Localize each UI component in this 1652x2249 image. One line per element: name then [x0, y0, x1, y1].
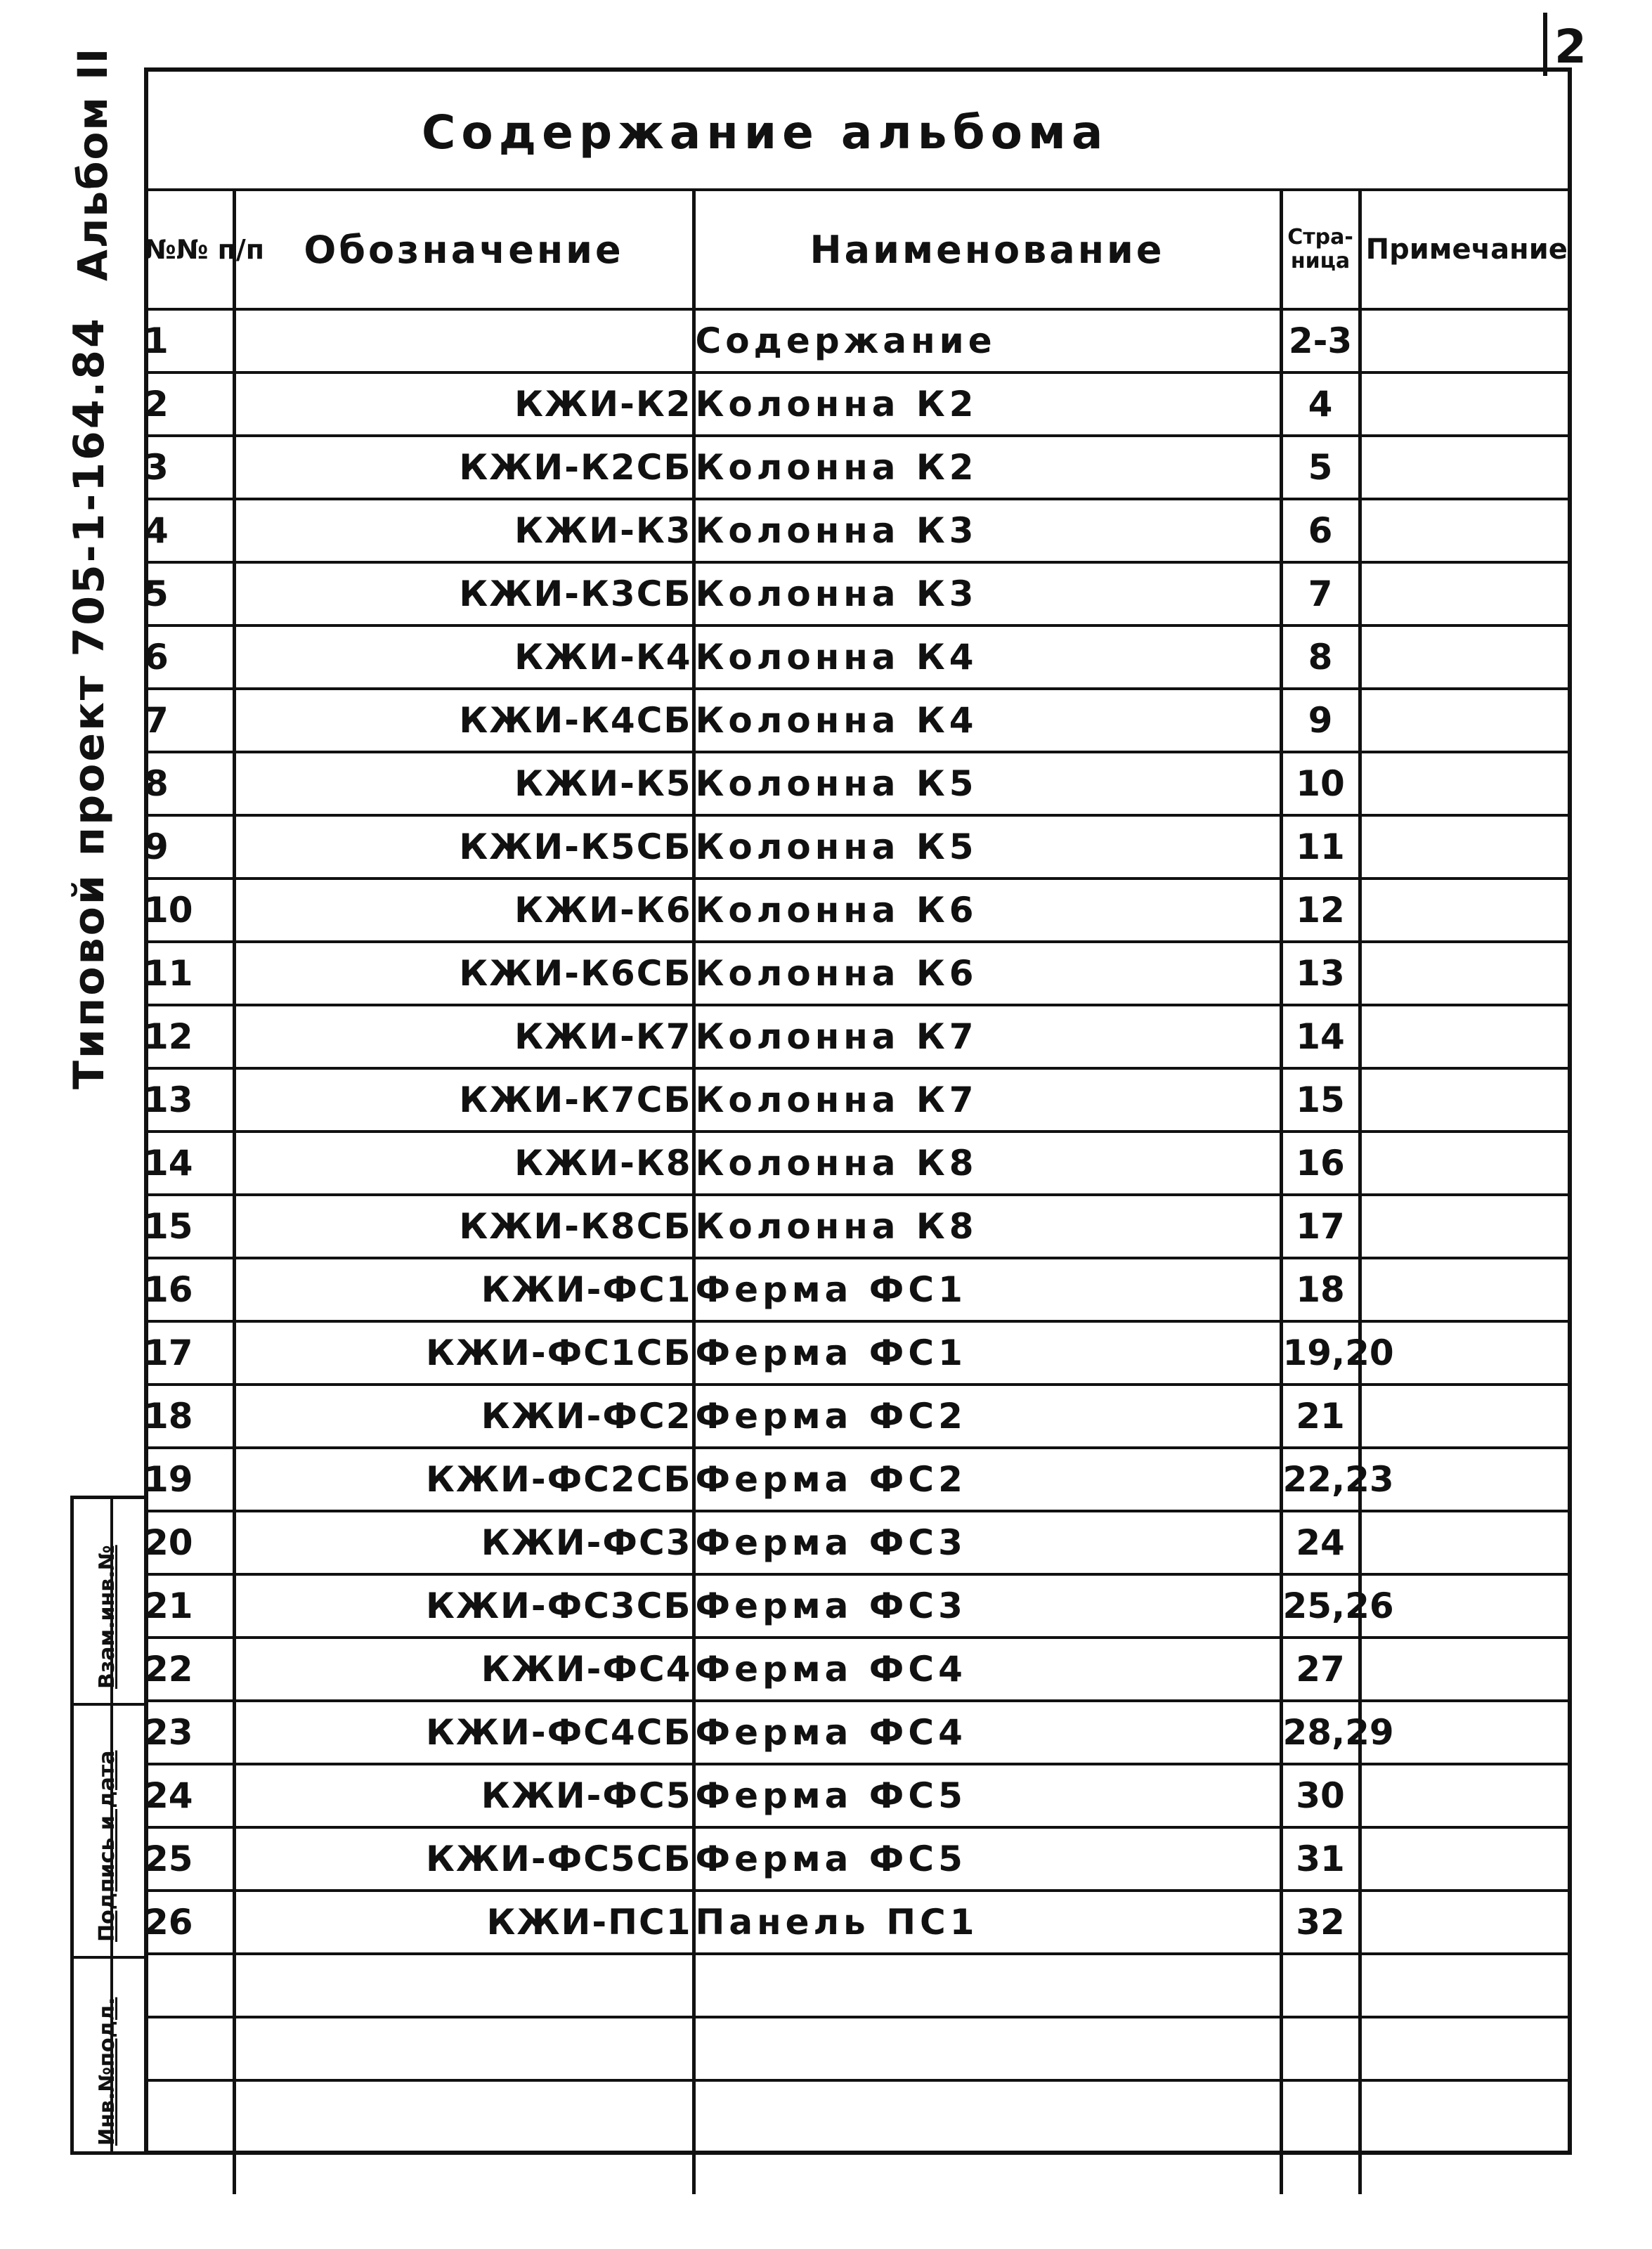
cell-designation: КЖИ-К6 — [234, 879, 694, 942]
cell-name: Колонна К7 — [694, 1005, 1281, 1068]
table-row — [144, 879, 1572, 942]
table-row — [144, 752, 1572, 815]
cell-name: Колонна К3 — [694, 562, 1281, 626]
cell-note — [1360, 1891, 1572, 1954]
page-number-bar — [1543, 13, 1547, 76]
cell-page: 8 — [1281, 626, 1360, 689]
cell-no: 21 — [144, 1574, 234, 1638]
cell-no: 20 — [144, 1511, 234, 1574]
cell-page: 22,23 — [1281, 1448, 1360, 1511]
cell-no: 10 — [144, 879, 234, 942]
cell-designation: КЖИ-ФС5СБ — [234, 1827, 694, 1891]
cell-name: Ферма ФС1 — [694, 1258, 1281, 1321]
cell-note — [1360, 1827, 1572, 1891]
table-row — [144, 1638, 1572, 1701]
cell-no: 6 — [144, 626, 234, 689]
cell-designation: КЖИ-ФС2 — [234, 1385, 694, 1448]
cell-name: Ферма ФС2 — [694, 1385, 1281, 1448]
cell-name: Ферма ФС3 — [694, 1574, 1281, 1638]
header-no: №№ п/п — [144, 190, 234, 309]
cell-name: Колонна К6 — [694, 942, 1281, 1005]
table-row — [144, 1258, 1572, 1321]
cell-name: Колонна К6 — [694, 879, 1281, 942]
cell-page: 9 — [1281, 689, 1360, 752]
cell-page: 19,20 — [1281, 1321, 1360, 1385]
empty-row — [144, 2080, 1572, 2194]
cell-name: Ферма ФС3 — [694, 1511, 1281, 1574]
album-label: Альбом II — [69, 46, 117, 281]
cell-designation: КЖИ-К8 — [234, 1132, 694, 1195]
cell-page: 27 — [1281, 1638, 1360, 1701]
cell-designation — [234, 309, 694, 372]
cell-designation: КЖИ-ФС5 — [234, 1764, 694, 1827]
cell-note — [1360, 1638, 1572, 1701]
cell-no: 1 — [144, 309, 234, 372]
cell-no: 18 — [144, 1385, 234, 1448]
cell-page: 5 — [1281, 436, 1360, 499]
cell-no: 3 — [144, 436, 234, 499]
cell-note — [1360, 689, 1572, 752]
cell-no: 12 — [144, 1005, 234, 1068]
header-name: Наименование — [694, 190, 1281, 309]
cell-name: Ферма ФС4 — [694, 1701, 1281, 1764]
cell-page: 11 — [1281, 815, 1360, 879]
cell-name: Ферма ФС1 — [694, 1321, 1281, 1385]
cell-page: 12 — [1281, 879, 1360, 942]
cell-no: 2 — [144, 372, 234, 436]
empty-cell — [694, 2080, 1281, 2194]
cell-note — [1360, 1511, 1572, 1574]
stamp-sign-date: Подпись и дата — [95, 1750, 119, 1942]
table-row — [144, 942, 1572, 1005]
cell-page: 30 — [1281, 1764, 1360, 1827]
cell-name: Колонна К3 — [694, 499, 1281, 562]
approval-stamp — [70, 1496, 144, 2155]
table-row — [144, 1195, 1572, 1258]
cell-name: Колонна К5 — [694, 815, 1281, 879]
cell-name: Колонна К2 — [694, 372, 1281, 436]
cell-designation: КЖИ-К8СБ — [234, 1195, 694, 1258]
cell-name: Колонна К4 — [694, 689, 1281, 752]
cell-no: 7 — [144, 689, 234, 752]
cell-no: 8 — [144, 752, 234, 815]
table-row — [144, 626, 1572, 689]
cell-designation: КЖИ-ПС1 — [234, 1891, 694, 1954]
cell-name: Колонна К2 — [694, 436, 1281, 499]
table-row — [144, 562, 1572, 626]
cell-page: 10 — [1281, 752, 1360, 815]
cell-no: 26 — [144, 1891, 234, 1954]
cell-note — [1360, 372, 1572, 436]
cell-page: 28,29 — [1281, 1701, 1360, 1764]
cell-no: 9 — [144, 815, 234, 879]
empty-cell — [1360, 2017, 1572, 2080]
cell-no: 13 — [144, 1068, 234, 1132]
cell-page: 7 — [1281, 562, 1360, 626]
cell-page: 2-3 — [1281, 309, 1360, 372]
stamp-divider — [74, 1956, 144, 1959]
table-row — [144, 1827, 1572, 1891]
cell-designation: КЖИ-К7 — [234, 1005, 694, 1068]
cell-note — [1360, 1385, 1572, 1448]
cell-no: 24 — [144, 1764, 234, 1827]
empty-cell — [1360, 1954, 1572, 2017]
table-row — [144, 1764, 1572, 1827]
cell-page: 15 — [1281, 1068, 1360, 1132]
empty-cell — [694, 2017, 1281, 2080]
cell-no: 19 — [144, 1448, 234, 1511]
empty-cell — [1281, 2017, 1360, 2080]
table-row — [144, 815, 1572, 879]
cell-name: Колонна К8 — [694, 1132, 1281, 1195]
cell-designation: КЖИ-К7СБ — [234, 1068, 694, 1132]
cell-name: Ферма ФС5 — [694, 1827, 1281, 1891]
table-row — [144, 1385, 1572, 1448]
cell-designation: КЖИ-К3 — [234, 499, 694, 562]
cell-note — [1360, 1258, 1572, 1321]
cell-page: 21 — [1281, 1385, 1360, 1448]
table-row — [144, 372, 1572, 436]
table-row — [144, 1574, 1572, 1638]
table-row — [144, 689, 1572, 752]
contents-table — [144, 188, 1572, 2194]
cell-note — [1360, 1068, 1572, 1132]
table-row — [144, 309, 1572, 372]
empty-cell — [694, 1954, 1281, 2017]
table-row — [144, 1448, 1572, 1511]
cell-no: 15 — [144, 1195, 234, 1258]
cell-designation: КЖИ-ФС1 — [234, 1258, 694, 1321]
cell-note — [1360, 1764, 1572, 1827]
cell-note — [1360, 942, 1572, 1005]
cell-name: Колонна К5 — [694, 752, 1281, 815]
cell-designation: КЖИ-ФС1СБ — [234, 1321, 694, 1385]
page-title: Содержание альбома — [422, 105, 1109, 160]
cell-page: 18 — [1281, 1258, 1360, 1321]
cell-page: 6 — [1281, 499, 1360, 562]
page-number: 2 — [1554, 20, 1587, 74]
cell-name: Колонна К4 — [694, 626, 1281, 689]
cell-no: 25 — [144, 1827, 234, 1891]
cell-no: 14 — [144, 1132, 234, 1195]
empty-cell — [234, 2017, 694, 2080]
cell-name: Ферма ФС5 — [694, 1764, 1281, 1827]
empty-cell — [234, 2080, 694, 2194]
cell-page: 4 — [1281, 372, 1360, 436]
cell-designation: КЖИ-К5СБ — [234, 815, 694, 879]
empty-cell — [234, 1954, 694, 2017]
cell-name: Ферма ФС2 — [694, 1448, 1281, 1511]
cell-designation: КЖИ-ФС4 — [234, 1638, 694, 1701]
cell-designation: КЖИ-ФС4СБ — [234, 1701, 694, 1764]
empty-cell — [144, 2080, 234, 2194]
cell-page: 31 — [1281, 1827, 1360, 1891]
table-row — [144, 499, 1572, 562]
cell-name: Колонна К8 — [694, 1195, 1281, 1258]
table-row — [144, 1005, 1572, 1068]
empty-row — [144, 1954, 1572, 2017]
cell-note — [1360, 752, 1572, 815]
table-row — [144, 1321, 1572, 1385]
cell-name: Панель ПС1 — [694, 1891, 1281, 1954]
cell-page: 16 — [1281, 1132, 1360, 1195]
cell-page: 13 — [1281, 942, 1360, 1005]
cell-name: Ферма ФС4 — [694, 1638, 1281, 1701]
empty-row — [144, 2017, 1572, 2080]
cell-designation: КЖИ-К5 — [234, 752, 694, 815]
cell-note — [1360, 1132, 1572, 1195]
table-row — [144, 436, 1572, 499]
empty-cell — [1281, 2080, 1360, 2194]
table-row — [144, 1511, 1572, 1574]
table-row — [144, 1068, 1572, 1132]
cell-note — [1360, 436, 1572, 499]
empty-cell — [144, 1954, 234, 2017]
cell-designation: КЖИ-К4СБ — [234, 689, 694, 752]
stamp-inv-orig: Инв.№подл. — [95, 1997, 119, 2146]
cell-designation: КЖИ-К2СБ — [234, 436, 694, 499]
empty-cell — [1281, 1954, 1360, 2017]
cell-designation: КЖИ-К3СБ — [234, 562, 694, 626]
cell-name: Колонна К7 — [694, 1068, 1281, 1132]
table-body — [144, 309, 1572, 2194]
cell-page: 25,26 — [1281, 1574, 1360, 1638]
cell-no: 16 — [144, 1258, 234, 1321]
cell-no: 4 — [144, 499, 234, 562]
cell-designation: КЖИ-ФС3СБ — [234, 1574, 694, 1638]
table-header-row — [144, 190, 1572, 309]
cell-note — [1360, 626, 1572, 689]
table-row — [144, 1891, 1572, 1954]
cell-designation: КЖИ-ФС3 — [234, 1511, 694, 1574]
stamp-divider — [74, 1703, 144, 1706]
cell-note — [1360, 562, 1572, 626]
cell-page: 14 — [1281, 1005, 1360, 1068]
cell-designation: КЖИ-К4 — [234, 626, 694, 689]
cell-designation: КЖИ-К6СБ — [234, 942, 694, 1005]
cell-note — [1360, 309, 1572, 372]
cell-designation: КЖИ-ФС2СБ — [234, 1448, 694, 1511]
empty-cell — [144, 2017, 234, 2080]
stamp-vzam-inv: Взам.инв.№ — [95, 1545, 119, 1689]
header-note: Примечание — [1360, 190, 1572, 309]
cell-no: 5 — [144, 562, 234, 626]
table-row — [144, 1132, 1572, 1195]
cell-note — [1360, 1195, 1572, 1258]
cell-no: 17 — [144, 1321, 234, 1385]
empty-cell — [1360, 2080, 1572, 2194]
header-page: Стра-ница — [1281, 190, 1360, 309]
cell-no: 23 — [144, 1701, 234, 1764]
cell-page: 32 — [1281, 1891, 1360, 1954]
cell-page: 24 — [1281, 1511, 1360, 1574]
cell-note — [1360, 1005, 1572, 1068]
cell-designation: КЖИ-К2 — [234, 372, 694, 436]
cell-note — [1360, 499, 1572, 562]
header-designation: Обозначение — [234, 190, 694, 309]
cell-no: 22 — [144, 1638, 234, 1701]
table-row — [144, 1701, 1572, 1764]
cell-no: 11 — [144, 942, 234, 1005]
cell-note — [1360, 815, 1572, 879]
cell-name: Содержание — [694, 309, 1281, 372]
cell-page: 17 — [1281, 1195, 1360, 1258]
cell-note — [1360, 879, 1572, 942]
project-label: Типовой проект 705-1-164.84 — [65, 316, 114, 1089]
